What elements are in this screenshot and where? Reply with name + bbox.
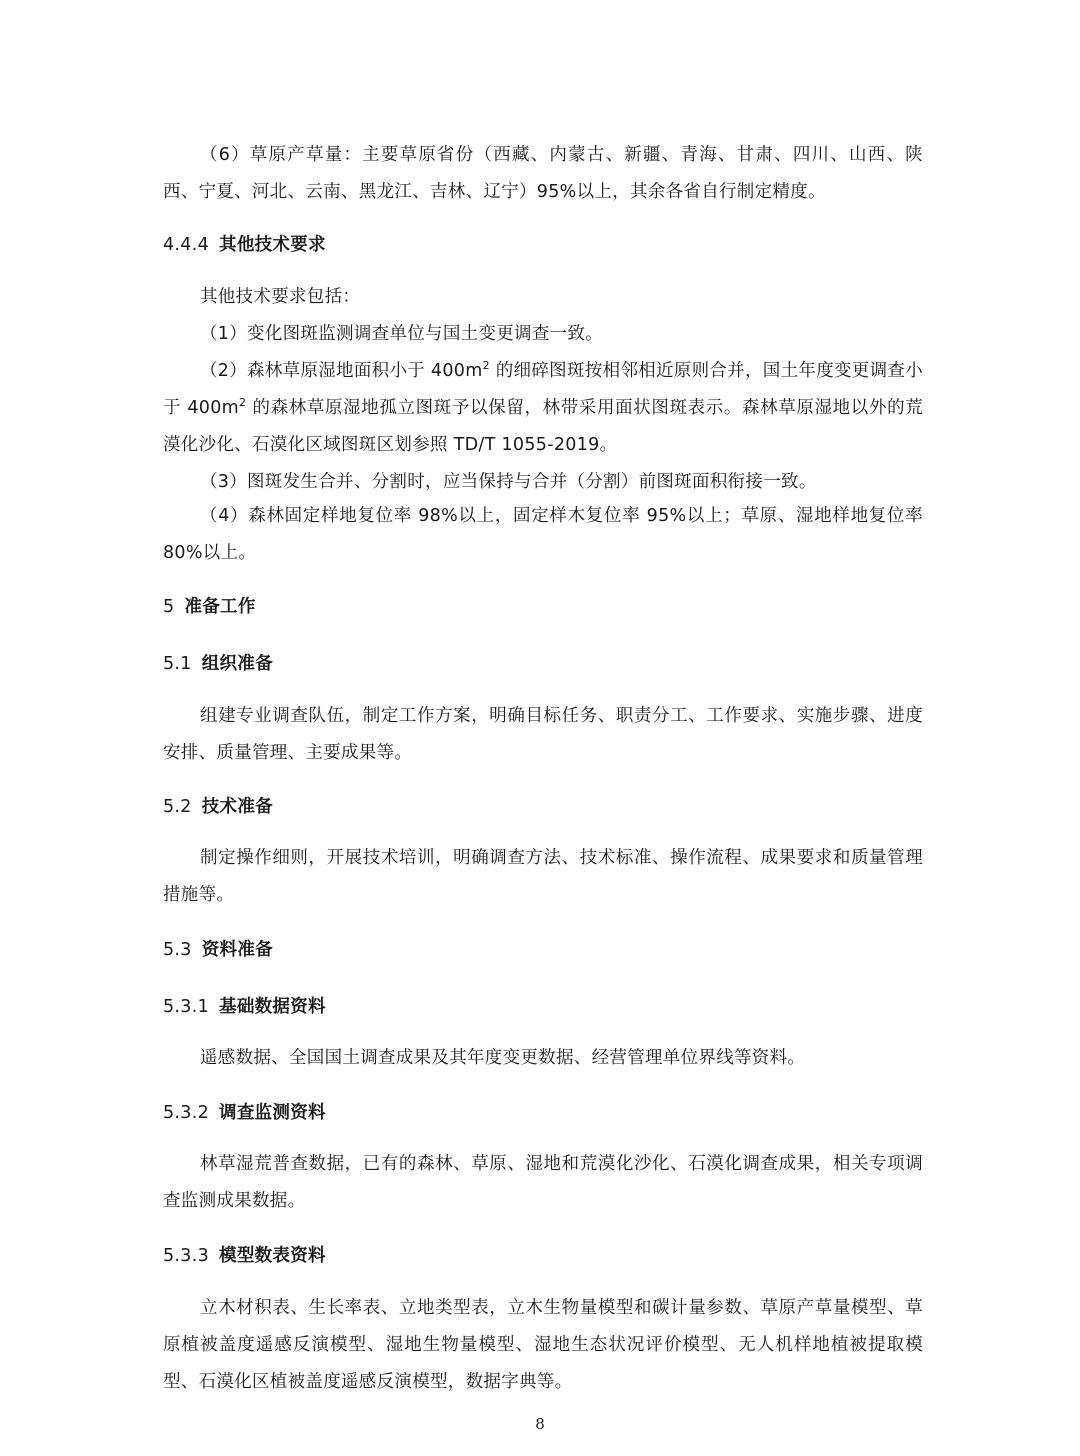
paragraph-org-prep: 组建专业调查队伍，制定工作方案，明确目标任务、职责分工、工作要求、实施步骤、进度安排、质量管理、主要成果等。	[163, 706, 923, 763]
paragraph-other-intro: 其他技术要求包括：	[200, 287, 361, 307]
paragraph-other-4: （4）森林固定样地复位率 98%以上，固定样木复位率 95%以上；草原、湿地样地复位率 80%以上。	[163, 506, 923, 563]
heading-title: 基础数据资料	[219, 997, 326, 1017]
text-segment: （2）森林草原湿地面积小于 400m	[200, 361, 483, 381]
heading-title: 资料准备	[201, 940, 273, 960]
paragraph-tech-prep: 制定操作细则，开展技术培训，明确调查方法、技术标准、操作流程、成果要求和质量管理措施等。	[163, 848, 923, 905]
heading-number: 5.3.1	[163, 997, 210, 1017]
paragraph-other-1: （1）变化图斑监测调查单位与国土变更调查一致。	[200, 324, 604, 344]
heading-number: 5.3	[163, 940, 192, 960]
heading-title: 模型数表资料	[219, 1246, 326, 1266]
heading-5-3	[163, 937, 273, 963]
paragraph-model-data: 立木材积表、生长率表、立地类型表，立木生物量模型和碳计量参数、草原产草量模型、草原植被盖度遥感反演模型、湿地生物量模型、湿地生态状况评价模型、无人机样地植被提取模型、石漠化区植被盖度遥感反演模型，数据字典等。	[163, 1298, 923, 1392]
heading-number: 5	[163, 597, 175, 617]
heading-number: 5.3.3	[163, 1246, 210, 1266]
paragraph-other-3: （3）图斑发生合并、分割时，应当保持与合并（分割）前图斑面积衔接一致。	[200, 472, 817, 492]
heading-title: 调查监测资料	[219, 1103, 326, 1123]
heading-number: 4.4.4	[163, 235, 210, 255]
heading-title: 组织准备	[201, 654, 273, 674]
heading-title: 准备工作	[184, 597, 256, 617]
superscript: 2	[482, 359, 490, 373]
page-number: 8	[535, 1415, 545, 1433]
heading-number: 5.1	[163, 654, 192, 674]
paragraph-basic-data: 遥感数据、全国国土调查成果及其年度变更数据、经营管理单位界线等资料。	[200, 1048, 806, 1068]
heading-number: 5.3.2	[163, 1103, 210, 1123]
heading-5-2	[163, 794, 273, 820]
text-segment: 的森林草原湿地孤立图斑予以保留，林带采用面状图斑表示。森林草原湿地以外的荒漠化沙化、石漠化区域图斑区划参照 TD/T 1055-2019。	[163, 398, 924, 455]
paragraph-survey-data: 林草湿荒普查数据，已有的森林、草原、湿地和荒漠化沙化、石漠化调查成果，相关专项调查监测成果数据。	[163, 1154, 923, 1211]
heading-5-3-3	[163, 1243, 326, 1269]
heading-title: 其他技术要求	[219, 235, 326, 255]
paragraph-grassland-yield: （6）草原产草量：主要草原省份（西藏、内蒙古、新疆、青海、甘肃、四川、山西、陕西、宁夏、河北、云南、黑龙江、吉林、辽宁）95%以上，其余各省自行制定精度。	[163, 145, 923, 202]
heading-5-3-1	[163, 994, 326, 1020]
heading-4-4-4	[163, 232, 326, 258]
heading-5-1	[163, 651, 273, 677]
heading-title: 技术准备	[201, 797, 273, 817]
text-segment: 的细碎图斑按相邻相近原则合并，国土年度变更调查小于 400m	[163, 361, 924, 418]
superscript: 2	[238, 396, 247, 410]
heading-5	[163, 594, 256, 620]
heading-5-3-2	[163, 1100, 326, 1126]
paragraph-other-2	[163, 353, 923, 464]
heading-number: 5.2	[163, 797, 192, 817]
